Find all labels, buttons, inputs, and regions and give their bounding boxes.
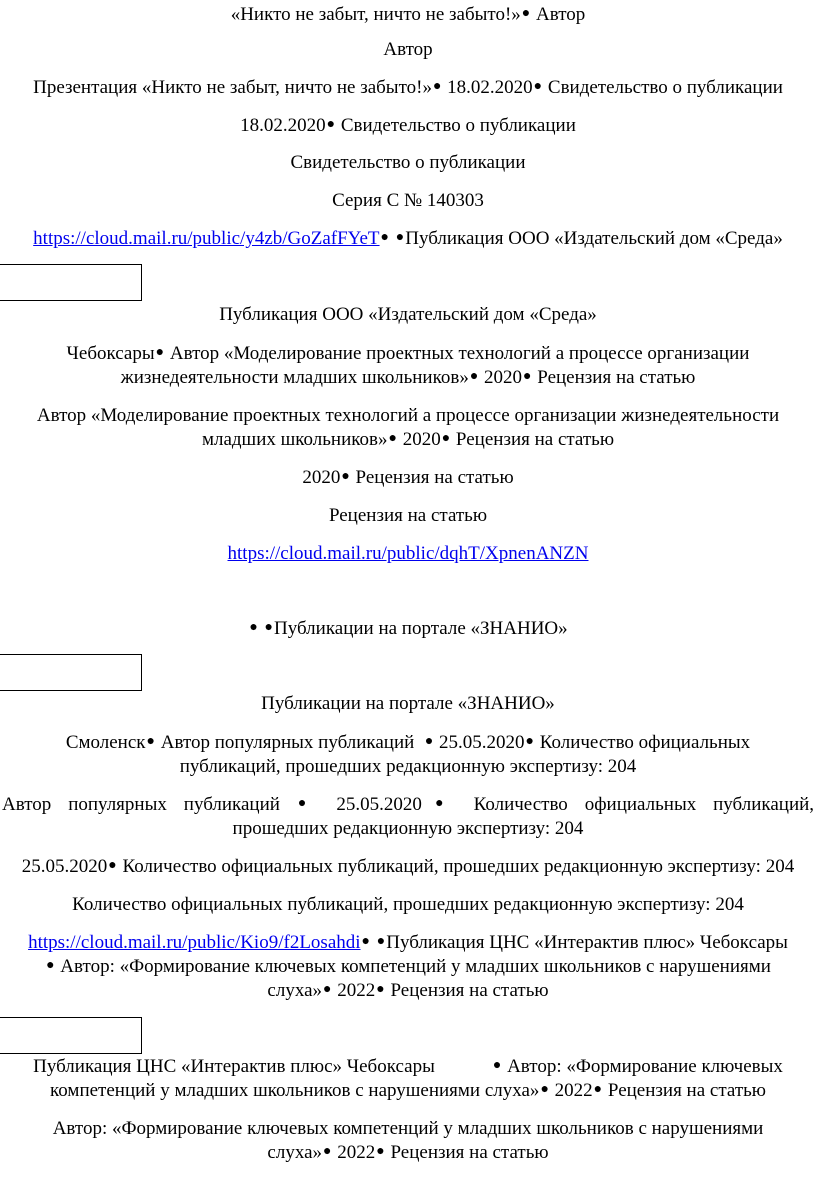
bullet: ● [422, 796, 456, 811]
text-line: ● Автор: «Формирование ключевых компетенций у младших школьников с нарушениями [46, 956, 771, 977]
bullet: ● [376, 982, 385, 997]
bullet: ● [469, 369, 479, 384]
empty-box [0, 1017, 142, 1054]
bullet: ● [108, 858, 117, 873]
text-line: https://cloud.mail.ru/public/Kio9/f2Losahdi● ●Публикация ЦНС «Интерактив плюс» Чебоксары [28, 932, 788, 953]
bullet: ● [521, 6, 531, 21]
text-line: Автор «Моделирование проектных технологий а процессе организации жизнедеятельности [36, 405, 780, 426]
text-line: Рецензия на статью [328, 505, 488, 526]
bullet: ● [388, 431, 397, 446]
text-line: младших школьников»● 2020● Рецензия на статью [201, 429, 615, 450]
empty-box [0, 654, 142, 691]
text-line: Публикация ООО «Издательский дом «Среда» [219, 304, 597, 325]
bullet: ● [523, 369, 532, 384]
bullet: ● [525, 734, 534, 749]
bullet: ● [326, 117, 336, 132]
bullet: ● [297, 796, 319, 811]
text-line: https://cloud.mail.ru/public/y4zb/GoZafFYeT● ●Публикация ООО «Издательский дом «Среда» [33, 228, 783, 249]
bullet: ● [361, 934, 370, 949]
text-line: Чебоксары● Автор «Моделирование проектных технологий а процессе организации [66, 343, 750, 364]
text-line: ● ●Публикации на портале «ЗНАНИО» [249, 618, 568, 639]
bullet: ● [492, 1058, 502, 1073]
text-line: Автор: «Формирование ключевых компетенций у младших школьников с нарушениями [52, 1118, 764, 1139]
text-line: прошедших редакционную экспертизу: 204 [232, 818, 584, 839]
bullet: ● [264, 620, 274, 635]
text-line: 2020● Рецензия на статью [302, 467, 514, 488]
text-line: слуха»● 2022● Рецензия на статью [267, 1142, 549, 1163]
bullet: ● [155, 345, 165, 360]
text-line: «Никто не забыт, ничто не забыто!»● Автор [230, 4, 586, 25]
bullet: ● [46, 958, 55, 973]
text-line: Свидетельство о публикации [290, 152, 526, 173]
bullet: ● [395, 230, 405, 245]
text-line: Презентация «Никто не забыт, ничто не забыто!»● 18.02.2020● Свидетельство о публикации [33, 77, 783, 98]
bullet: ● [380, 230, 390, 245]
text-line [0, 542, 816, 566]
text-line: Автор [383, 39, 433, 60]
bullet: ● [432, 79, 442, 94]
bullet: ● [376, 1144, 385, 1159]
text-line: Смоленск● Автор популярных публикаций ● 25.05.2020● Количество официальных [65, 732, 751, 753]
bullet: ● [323, 982, 332, 997]
text-line: Публикации на портале «ЗНАНИО» [261, 693, 555, 714]
text-line: публикаций, прошедших редакционную экспертизу: 204 [179, 756, 637, 777]
text-line: 25.05.2020● Количество официальных публикаций, прошедших редакционную экспертизу: 204 [21, 856, 795, 877]
bullet: ● [376, 934, 386, 949]
bullet: ● [323, 1144, 332, 1159]
bullet: ● [441, 431, 451, 446]
cloud-link[interactable]: https://cloud.mail.ru/public/dqhT/XpnenANZN [227, 543, 589, 564]
text-line: слуха»● 2022● Рецензия на статью [267, 980, 549, 1001]
text-line: Серия С № 140303 [332, 190, 484, 211]
text-line: жизнедеятельности младших школьников»● 2020● Рецензия на статью [120, 367, 696, 388]
bullet: ● [540, 1082, 549, 1097]
text-line: Автор популярных публикаций ● 25.05.2020● Количество официальных публикаций, [2, 794, 815, 815]
bullet: ● [424, 734, 434, 749]
text-line: Количество официальных публикаций, прошедших редакционную экспертизу: 204 [72, 894, 744, 915]
bullet: ● [533, 79, 543, 94]
text-line: компетенций у младших школьников с нарушениями слуха»● 2022● Рецензия на статью [50, 1080, 766, 1101]
text-line: 18.02.2020● Свидетельство о публикации [240, 115, 576, 136]
cloud-link[interactable]: https://cloud.mail.ru/public/Kio9/f2Losahdi [28, 932, 361, 953]
bullet: ● [146, 734, 155, 749]
empty-box [0, 264, 142, 301]
cloud-link[interactable]: https://cloud.mail.ru/public/y4zb/GoZafFYeT [33, 228, 380, 249]
bullet: ● [249, 620, 258, 635]
bullet: ● [341, 469, 350, 484]
text-line: Публикация ЦНС «Интерактив плюс» Чебоксары ● Автор: «Формирование ключевых [33, 1056, 783, 1077]
bullet: ● [593, 1082, 603, 1097]
